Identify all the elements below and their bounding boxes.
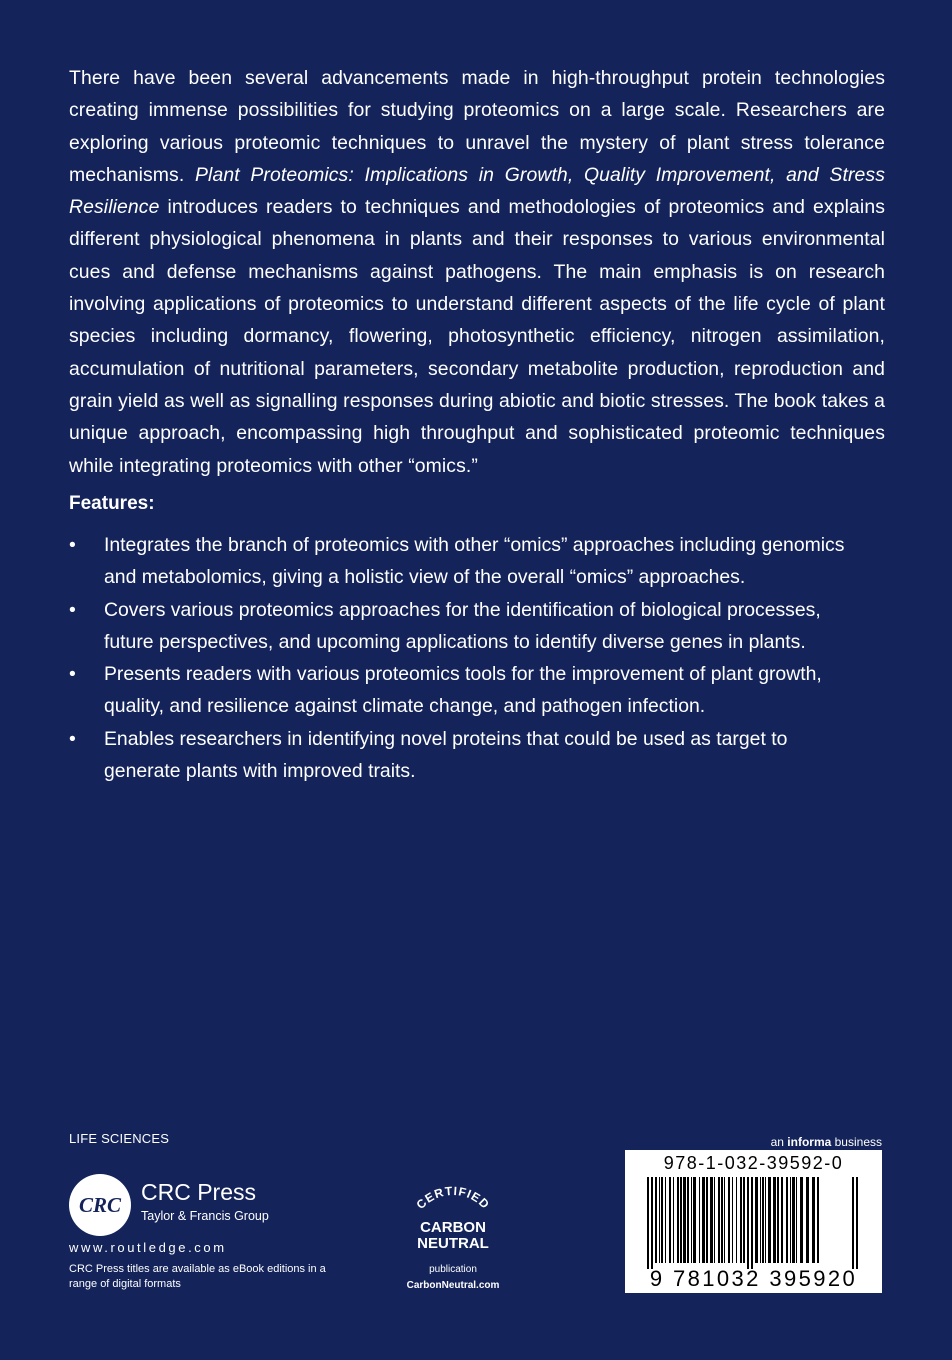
barcode-bar bbox=[790, 1177, 791, 1263]
carbon-url-text: CarbonNeutral.com bbox=[406, 1280, 500, 1291]
neutral-word: NEUTRAL bbox=[417, 1235, 489, 1252]
barcode-bar bbox=[751, 1177, 753, 1269]
barcode-bar bbox=[691, 1177, 692, 1263]
description-paragraph bbox=[69, 62, 885, 482]
barcode-bar bbox=[655, 1177, 657, 1263]
carbon-certified-text: CERTIFIED bbox=[413, 1186, 493, 1212]
barcode-bar bbox=[817, 1177, 819, 1263]
svg-text:CERTIFIED bbox=[413, 1186, 492, 1212]
barcode-bar bbox=[721, 1177, 723, 1263]
barcode-bar bbox=[651, 1177, 653, 1269]
carbon-word: CARBON bbox=[420, 1219, 486, 1236]
informa-suffix: business bbox=[831, 1135, 882, 1149]
barcode-bar bbox=[659, 1177, 660, 1263]
barcode-bar bbox=[773, 1177, 776, 1263]
barcode-bar bbox=[792, 1177, 795, 1263]
barcode-bar bbox=[710, 1177, 713, 1263]
barcode-bar bbox=[765, 1177, 766, 1263]
barcode-bar bbox=[777, 1177, 779, 1263]
publisher-group: Taylor & Francis Group bbox=[141, 1209, 269, 1223]
barcode-bar bbox=[852, 1177, 854, 1269]
bullet-icon: • bbox=[69, 534, 76, 556]
barcode-bar bbox=[856, 1177, 858, 1269]
barcode-bar bbox=[781, 1177, 783, 1263]
barcode-bar bbox=[718, 1177, 720, 1263]
barcode-bar bbox=[665, 1177, 666, 1263]
barcode-bar bbox=[743, 1177, 745, 1263]
barcode-bar bbox=[796, 1177, 797, 1263]
feature-item bbox=[69, 658, 869, 723]
barcode-bar bbox=[740, 1177, 742, 1263]
feature-text: Presents readers with various proteomics tools for the improvement of plant growth, quality, and resilience against climate change, and pathogen infection. bbox=[104, 663, 822, 718]
barcode-bar bbox=[683, 1177, 686, 1263]
bullet-icon: • bbox=[69, 663, 76, 686]
feature-text: Integrates the branch of proteomics with other “omics” approaches including genomics and metabolomics, giving a holistic view of the overall “omics” approaches. bbox=[104, 534, 845, 589]
blurb-text-1: There have been several advancements made in high-throughput protein technologies creating immense possibilities for studying proteomics on a large scale. Researchers are exploring various proteomic techniques to unravel the mystery of plant stress tolerance mechanisms. bbox=[69, 67, 885, 186]
features-list bbox=[69, 529, 869, 787]
informa-prefix: an bbox=[770, 1135, 788, 1149]
blurb-text-2: introduces readers to techniques and methodologies of proteomics and explains different physiological phenomena in plants and their responses to various environmental cues and defense mechanisms against pathogens. The main emphasis is on research involving applications of proteomics to understand different aspects of the life cycle of plant species including dormancy, flowering, photosynthetic efficiency, nitrogen assimilation, accumulation of nutritional parameters, secondary metabolite production, reproduction and grain yield as well as signalling responses during abiotic and biotic stresses. The book takes a unique approach, encompassing high throughput and sophisticated proteomic techniques while integrating proteomics with other “omics.” bbox=[69, 196, 885, 477]
bullet-icon: • bbox=[69, 727, 76, 750]
barcode-bar bbox=[714, 1177, 715, 1263]
barcode-bar bbox=[706, 1177, 708, 1263]
crc-logo-text: CRC bbox=[78, 1192, 122, 1217]
barcode-bar bbox=[677, 1177, 679, 1263]
barcode-digits: 9 781032 395920 bbox=[649, 1266, 858, 1291]
barcode-bar bbox=[669, 1177, 671, 1263]
book-title-italic: Plant Proteomics: Implications in Growth, Quality Improvement, and Stress Resilience bbox=[69, 163, 885, 219]
barcode-bar bbox=[736, 1177, 737, 1263]
barcode-bar bbox=[693, 1177, 696, 1263]
barcode-bar bbox=[647, 1177, 649, 1269]
barcode-bar bbox=[768, 1177, 771, 1263]
informa-tagline bbox=[771, 1135, 882, 1149]
barcode-bar bbox=[786, 1177, 788, 1263]
crc-logo-icon bbox=[69, 1174, 131, 1236]
barcode-bars bbox=[641, 1177, 866, 1272]
barcode-bar bbox=[673, 1177, 674, 1263]
barcode-bar bbox=[728, 1177, 730, 1263]
barcode-bar bbox=[800, 1177, 803, 1263]
carbon-publication-text: publication bbox=[429, 1264, 477, 1275]
barcode-bar bbox=[760, 1177, 761, 1263]
carbon-neutral-logo-icon bbox=[398, 1186, 508, 1296]
barcode-bar bbox=[806, 1177, 809, 1263]
feature-item bbox=[69, 594, 869, 659]
informa-brand: informa bbox=[787, 1135, 832, 1149]
barcode-bar bbox=[747, 1177, 749, 1269]
feature-item bbox=[69, 723, 869, 788]
barcode-bar bbox=[661, 1177, 663, 1263]
barcode-bar bbox=[680, 1177, 682, 1263]
barcode-bar bbox=[732, 1177, 733, 1263]
barcode-bar bbox=[762, 1177, 764, 1263]
isbn-number: 978-1-032-39592-0 bbox=[663, 1153, 844, 1173]
isbn-barcode bbox=[625, 1150, 882, 1293]
feature-item bbox=[69, 529, 869, 594]
feature-text: Enables researchers in identifying novel proteins that could be used as target to generate plants with improved traits. bbox=[104, 727, 788, 783]
barcode-bar bbox=[699, 1177, 700, 1263]
feature-text: Covers various proteomics approaches for the identification of biological processes, future perspectives, and upcoming applications to identify diverse genes in plants. bbox=[104, 598, 821, 653]
barcode-bar bbox=[702, 1177, 705, 1263]
features-heading: Features: bbox=[69, 493, 155, 514]
bullet-icon: • bbox=[69, 598, 76, 621]
barcode-bar bbox=[812, 1177, 815, 1263]
subject-category: LIFE SCIENCES bbox=[69, 1131, 170, 1146]
publisher-name: CRC Press bbox=[141, 1179, 257, 1205]
ebook-note: CRC Press titles are available as eBook editions in a range of digital formats bbox=[69, 1263, 326, 1290]
publisher-url: www.routledge.com bbox=[69, 1240, 227, 1255]
barcode-bar bbox=[755, 1177, 758, 1263]
barcode-bar bbox=[724, 1177, 725, 1263]
barcode-bar bbox=[687, 1177, 689, 1263]
